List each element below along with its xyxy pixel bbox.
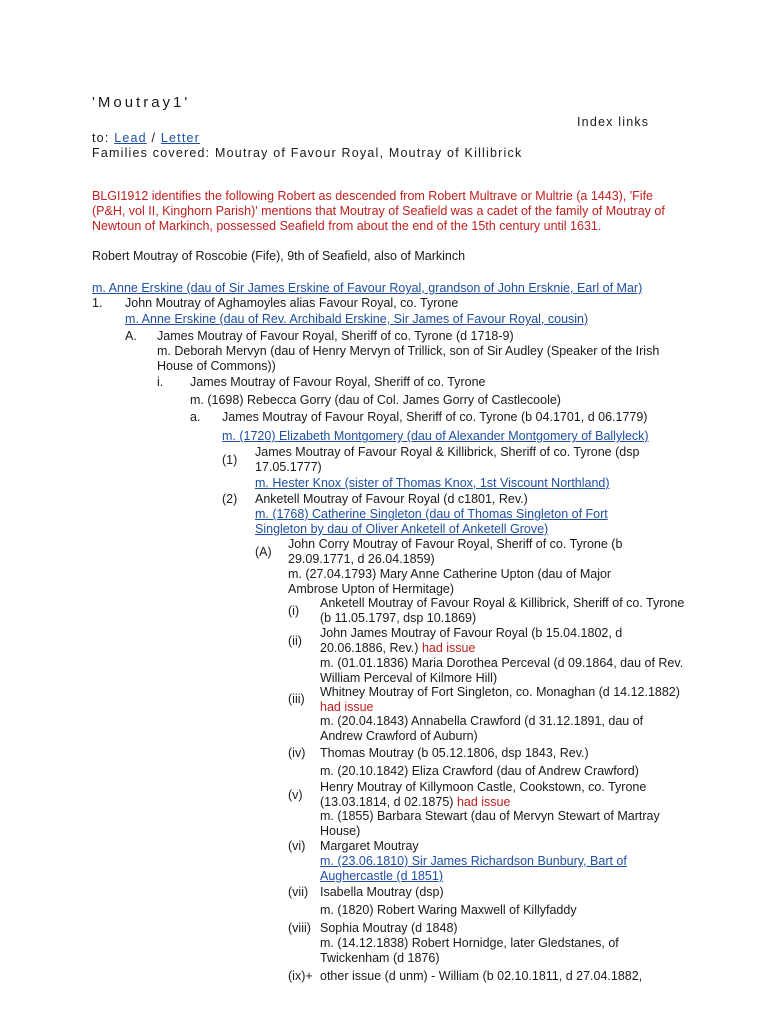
child-3-name-text: Whitney Moutray of Fort Singleton, co. Monaghan (d 14.12.1882) xyxy=(320,685,680,699)
child-2-name xyxy=(320,626,680,656)
child-7-marriage: m. (1820) Robert Waring Maxwell of Killyfaddy xyxy=(320,903,577,917)
nav-separator: / xyxy=(151,131,157,145)
child-9-name: other issue (d unm) - William (b 02.10.1811, d 27.04.1882, xyxy=(320,969,643,983)
families-covered: Families covered: Moutray of Favour Royal, Moutray of Killibrick xyxy=(92,146,523,160)
child-6-name: Margaret Moutray xyxy=(320,839,419,853)
child-1-name: Anketell Moutray of Favour Royal & Killibrick, Sheriff of co. Tyrone (b 11.05.1797, dsp 10.1869) xyxy=(320,596,685,625)
child-3-number: (iii) xyxy=(288,692,305,706)
nav-links xyxy=(92,131,200,146)
child-7-name: Isabella Moutray (dsp) xyxy=(320,885,444,899)
child-6-marriage-link[interactable]: m. (23.06.1810) Sir James Richardson Bunbury, Bart of Aughercastle (d 1851) xyxy=(320,854,627,883)
child-3-issue: had issue xyxy=(320,700,374,714)
robert-entry: Robert Moutray of Roscobie (Fife), 9th of Seafield, also of Markinch xyxy=(92,249,466,263)
gen4-name: James Moutray of Favour Royal, Sheriff of co. Tyrone (b 04.1701, d 06.1779) xyxy=(222,410,648,424)
child-2-number: (ii) xyxy=(288,634,302,648)
nav-to-label: to: xyxy=(92,131,110,145)
gen5b-number: (2) xyxy=(222,492,238,506)
gen2-name: James Moutray of Favour Royal, Sheriff of co. Tyrone (d 1718-9) xyxy=(157,329,514,343)
child-2-marriage: m. (01.01.1836) Maria Dorothea Perceval (d 09.1864, dau of Rev. William Perceval of Kilmore Hill) xyxy=(320,656,684,685)
child-1-number: (i) xyxy=(288,604,300,618)
lead-link[interactable]: Lead xyxy=(114,131,147,145)
child-3-marriage: m. (20.04.1843) Annabella Crawford (d 31.12.1891, dau of Andrew Crawford of Auburn) xyxy=(320,714,644,743)
child-5-number: (v) xyxy=(288,788,303,802)
child-7-number: (vii) xyxy=(288,885,309,899)
gen3-marriage: m. (1698) Rebecca Gorry (dau of Col. James Gorry of Castlecoole) xyxy=(190,393,561,407)
child-5-issue: had issue xyxy=(456,795,511,809)
child-3-name xyxy=(320,685,680,715)
gen1-number: 1. xyxy=(92,296,103,310)
child-6-number: (vi) xyxy=(288,839,306,853)
gen5a-number: (1) xyxy=(222,453,238,467)
index-links-label: Index links xyxy=(577,115,650,129)
gen2-marriage: m. Deborah Mervyn (dau of Henry Mervyn of Trillick, son of Sir Audley (Speaker of the Irish House of Commons)) xyxy=(157,344,660,373)
child-2-name-text: John James Moutray of Favour Royal (b 15.04.1802, d 20.06.1886, Rev.) xyxy=(320,626,623,655)
intro-paragraph: BLGI1912 identifies the following Robert as descended from Robert Multrave or Multrie (a 1443), 'Fife (P&H, vol II, Kinghorn Parish)' mentions that Moutray of Seafield was a cadet of the family of Moutray of Newtoun of Markinch, possessed Seafield from about the end of the 15th century until 1631. xyxy=(92,189,665,233)
marriage-link-top[interactable]: m. Anne Erskine (dau of Sir James Erskine of Favour Royal, grandson of John Ersknie, Earl of Mar) xyxy=(92,281,643,295)
gen6-marriage: m. (27.04.1793) Mary Anne Catherine Upton (dau of Major Ambrose Upton of Hermitage) xyxy=(288,567,612,596)
child-8-marriage: m. (14.12.1838) Robert Hornidge, later Gledstanes, of Twickenham (d 1876) xyxy=(320,936,619,965)
gen4-marriage-link[interactable]: m. (1720) Elizabeth Montgomery (dau of Alexander Montgomery of Ballyleck) xyxy=(222,429,649,443)
gen4-number: a. xyxy=(190,410,201,424)
child-8-number: (viii) xyxy=(288,921,311,935)
gen6-name: John Corry Moutray of Favour Royal, Sheriff of co. Tyrone (b 29.09.1771, d 26.04.1859) xyxy=(288,537,623,566)
child-4-name: Thomas Moutray (b 05.12.1806, dsp 1843, Rev.) xyxy=(320,746,589,760)
gen5a-marriage-link[interactable]: m. Hester Knox (sister of Thomas Knox, 1st Viscount Northland) xyxy=(255,476,610,490)
child-4-marriage: m. (20.10.1842) Eliza Crawford (dau of Andrew Crawford) xyxy=(320,764,639,778)
page-title: 'Moutray1' xyxy=(92,94,191,111)
gen1-name: John Moutray of Aghamoyles alias Favour Royal, co. Tyrone xyxy=(125,296,459,310)
child-5-marriage: m. (1855) Barbara Stewart (dau of Mervyn Stewart of Martray House) xyxy=(320,809,660,838)
gen1-marriage-link[interactable]: m. Anne Erskine (dau of Rev. Archibald Erskine, Sir James of Favour Royal, cousin) xyxy=(125,312,589,326)
child-4-number: (iv) xyxy=(288,746,306,760)
child-5-name-text: Henry Moutray of Killymoon Castle, Cookstown, co. Tyrone (13.03.1814, d 02.1875) xyxy=(320,780,647,809)
gen3-number: i. xyxy=(157,375,164,389)
child-8-name: Sophia Moutray (d 1848) xyxy=(320,921,458,935)
gen2-number: A. xyxy=(125,329,137,343)
gen5b-marriage-link[interactable]: m. (1768) Catherine Singleton (dau of Thomas Singleton of Fort Singleton by dau of Oliver Anketell of Anketell Grove) xyxy=(255,507,608,536)
child-5-name xyxy=(320,780,680,810)
child-2-issue: had issue xyxy=(421,641,476,655)
gen6-number: (A) xyxy=(255,545,272,559)
letter-link[interactable]: Letter xyxy=(160,131,201,145)
gen3-name: James Moutray of Favour Royal, Sheriff of co. Tyrone xyxy=(190,375,486,389)
gen5b-name: Anketell Moutray of Favour Royal (d c1801, Rev.) xyxy=(255,492,528,506)
child-9-number: (ix)+ xyxy=(288,969,313,983)
gen5a-name: James Moutray of Favour Royal & Killibrick, Sheriff of co. Tyrone (dsp 17.05.1777) xyxy=(255,445,640,474)
